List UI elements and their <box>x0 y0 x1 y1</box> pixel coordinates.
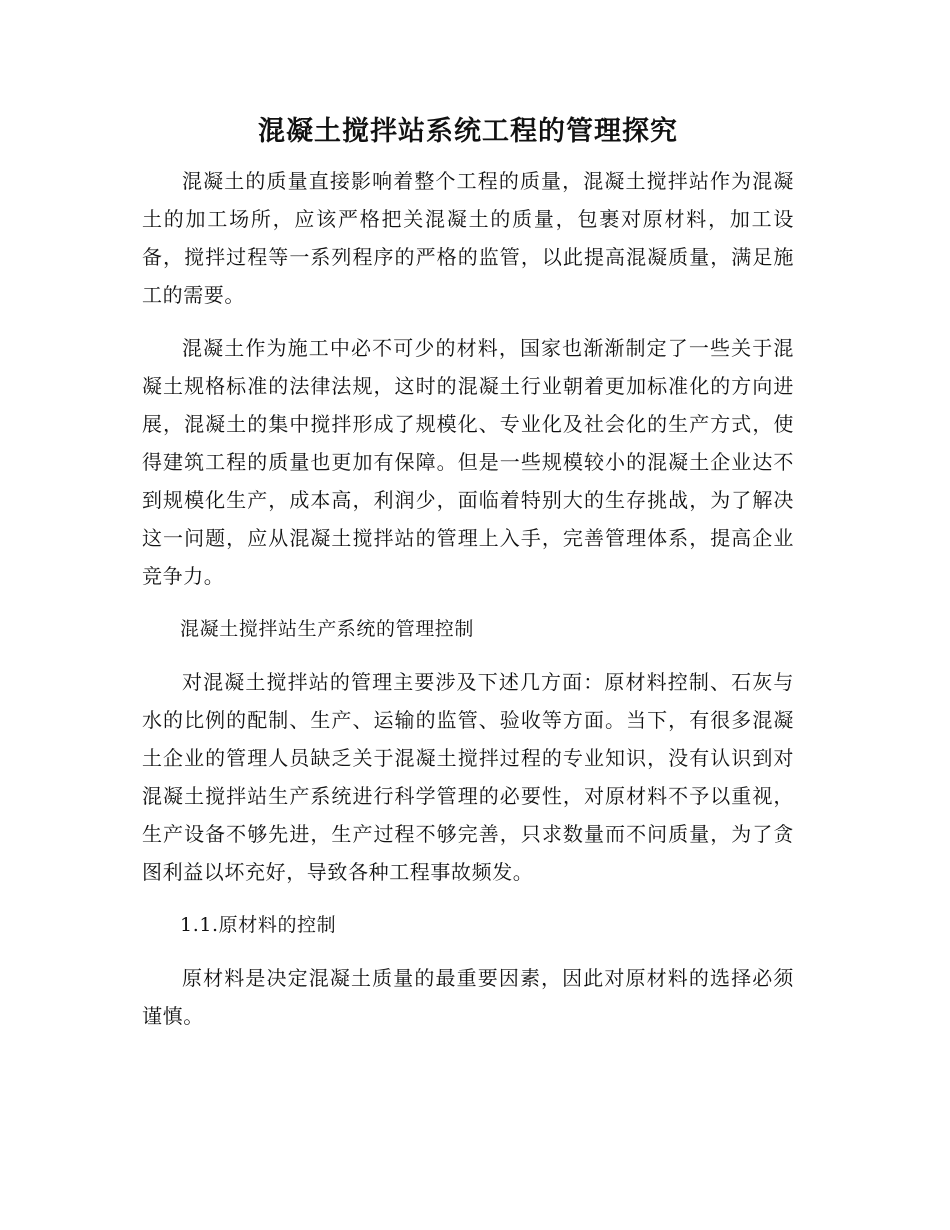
section-heading: 混凝土搅拌站生产系统的管理控制 <box>180 618 475 640</box>
subsection-paragraph: 原材料是决定混凝土质量的最重要因素，因此对原材料的选择必须谨慎。 <box>142 966 794 1028</box>
document-page <box>142 112 794 1050</box>
intro-paragraph-1: 混凝土的质量直接影响着整个工程的质量，混凝土搅拌站作为混凝土的加工场所，应该严格把关混凝土的质量，包裹对原材料，加工设备，搅拌过程等一系列程序的严格的监管，以此提高混凝质量，满足施工的需要。 <box>142 169 794 307</box>
subsection-heading: 1.1.原材料的控制 <box>180 914 337 936</box>
document-title: 混凝土搅拌站系统工程的管理探究 <box>258 116 678 147</box>
section-paragraph: 对混凝土搅拌站的管理主要涉及下述几方面：原材料控制、石灰与水的比例的配制、生产、运输的监管、验收等方面。当下，有很多混凝土企业的管理人员缺乏关于混凝土搅拌过程的专业知识，没有认识到对混凝土搅拌站生产系统进行科学管理的必要性，对原材料不予以重视，生产设备不够先进，生产过程不够完善，只求数量而不问质量，为了贪图利益以坏充好，导致各种工程事故频发。 <box>142 670 794 884</box>
intro-paragraph-2: 混凝土作为施工中必不可少的材料，国家也渐渐制定了一些关于混凝土规格标准的法律法规，这时的混凝土行业朝着更加标准化的方向进展，混凝土的集中搅拌形成了规模化、专业化及社会化的生产方式，使得建筑工程的质量也更加有保障。但是一些规模较小的混凝土企业达不到规模化生产，成本高，利润少，面临着特别大的生存挑战，为了解决这一问题，应从混凝土搅拌站的管理上入手，完善管理体系，提高企业竞争力。 <box>142 336 794 588</box>
